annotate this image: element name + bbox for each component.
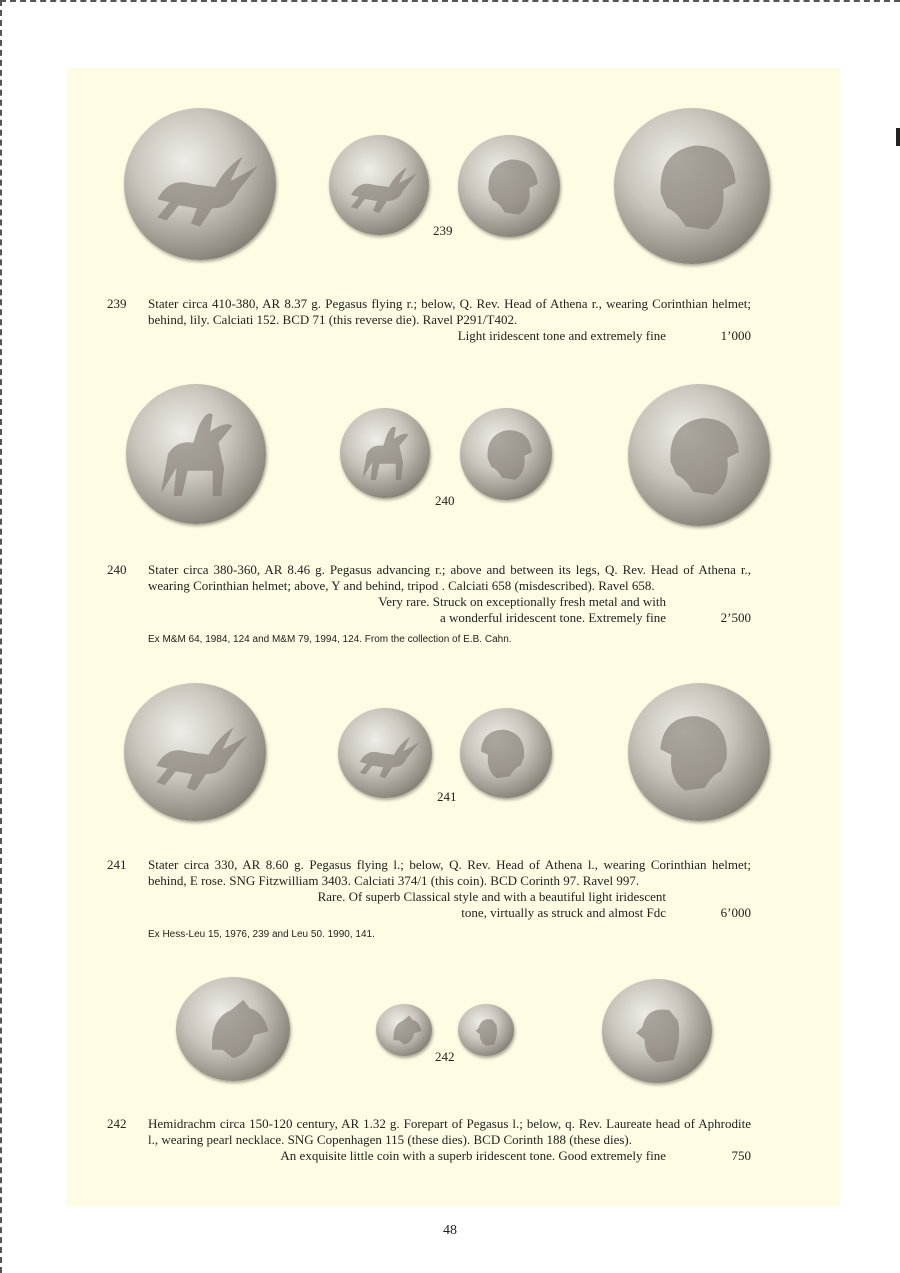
- lot-241-grade: [300, 889, 666, 921]
- lot-239-price: 1’000: [720, 328, 751, 343]
- lot-242-grade-line: An exquisite little coin with a superb iridescent tone. Good extremely fine: [280, 1148, 666, 1163]
- coin-242-obverse-enlarged-image: [176, 977, 290, 1081]
- coin-239-reverse-enlarged-image: [614, 108, 770, 264]
- lot-239-grade: [300, 328, 666, 344]
- coin-242-obverse-image: [376, 1004, 432, 1056]
- crop-mark-left: [0, 0, 2, 1273]
- lot-240-grade-line-2: a wonderful iridescent tone. Extremely fine: [440, 610, 666, 625]
- coin-241-obverse-image: [338, 708, 432, 798]
- lot-239-description: Stater circa 410-380, AR 8.37 g. Pegasus flying r.; below, Q. Rev. Head of Athena r., wearing Corinthian helmet; behind, lily. Calciati 152. BCD 71 (this reverse die). Ravel P291/T402.: [148, 296, 751, 327]
- coin-240-obverse-image: [340, 408, 430, 498]
- edge-tab-mark: [896, 128, 900, 146]
- lot-242-grade: [200, 1148, 666, 1164]
- lot-242-image-label: 242: [435, 1049, 455, 1064]
- lot-239-grade-line: Light iridescent tone and extremely fine: [457, 328, 666, 343]
- lot-240-price: 2’500: [720, 610, 751, 625]
- coin-242-reverse-enlarged-image: [602, 979, 712, 1083]
- lot-240-provenance: Ex M&M 64, 1984, 124 and M&M 79, 1994, 124. From the collection of E.B. Cahn.: [148, 634, 512, 645]
- coin-239-reverse-image: [458, 135, 560, 237]
- lot-241-grade-line-2: tone, virtually as struck and almost Fdc: [461, 905, 666, 920]
- coin-239-obverse-enlarged-image: [124, 108, 276, 260]
- coin-240-obverse-enlarged-image: [126, 384, 266, 524]
- crop-mark-top: [0, 0, 900, 2]
- lot-240-grade-line-1: Very rare. Struck on exceptionally fresh metal and with: [378, 594, 666, 609]
- coin-241-reverse-image: [460, 708, 552, 798]
- coin-241-obverse-enlarged-image: [124, 683, 266, 821]
- lot-242-price: 750: [731, 1148, 751, 1163]
- coin-239-obverse-image: [329, 135, 429, 235]
- lot-239-number: 239: [107, 296, 127, 311]
- lot-241-number: 241: [107, 857, 127, 872]
- lot-241-provenance: Ex Hess-Leu 15, 1976, 239 and Leu 50. 1990, 141.: [148, 929, 375, 940]
- coin-242-reverse-image: [458, 1004, 514, 1056]
- lot-241-description: Stater circa 330, AR 8.60 g. Pegasus flying l.; below, Q. Rev. Head of Athena l., wearing Corinthian helmet; behind, E rose. SNG Fitzwilliam 3403. Calciati 374/1 (this coin). BCD Corinth 97. Ravel 997.: [148, 857, 751, 888]
- lot-242-number: 242: [107, 1116, 127, 1131]
- lot-240-description: Stater circa 380-360, AR 8.46 g. Pegasus advancing r.; above and between its legs, Q. Rev. Head of Athena r., wearing Corinthian helmet; above, Y and behind, tripod . Calciati 658 (misdescribed). Ravel 658.: [148, 562, 751, 593]
- page-number: 48: [443, 1223, 457, 1238]
- lot-241-grade-line-1: Rare. Of superb Classical style and with a beautiful light iridescent: [317, 889, 666, 904]
- lot-240-number: 240: [107, 562, 127, 577]
- lot-239-image-label: 239: [433, 223, 453, 238]
- lot-240-image-label: 240: [435, 493, 455, 508]
- coin-241-reverse-enlarged-image: [628, 683, 770, 821]
- lot-240-grade: [300, 594, 666, 626]
- coin-240-reverse-image: [460, 408, 552, 500]
- lot-241-image-label: 241: [437, 789, 457, 804]
- lot-241-price: 6’000: [720, 905, 751, 920]
- coin-240-reverse-enlarged-image: [628, 384, 770, 526]
- lot-242-description: Hemidrachm circa 150-120 century, AR 1.32 g. Forepart of Pegasus l.; below, q. Rev. Laureate head of Aphrodite l., wearing pearl necklace. SNG Copenhagen 115 (these dies). BCD Corinth 188 (these dies).: [148, 1116, 751, 1147]
